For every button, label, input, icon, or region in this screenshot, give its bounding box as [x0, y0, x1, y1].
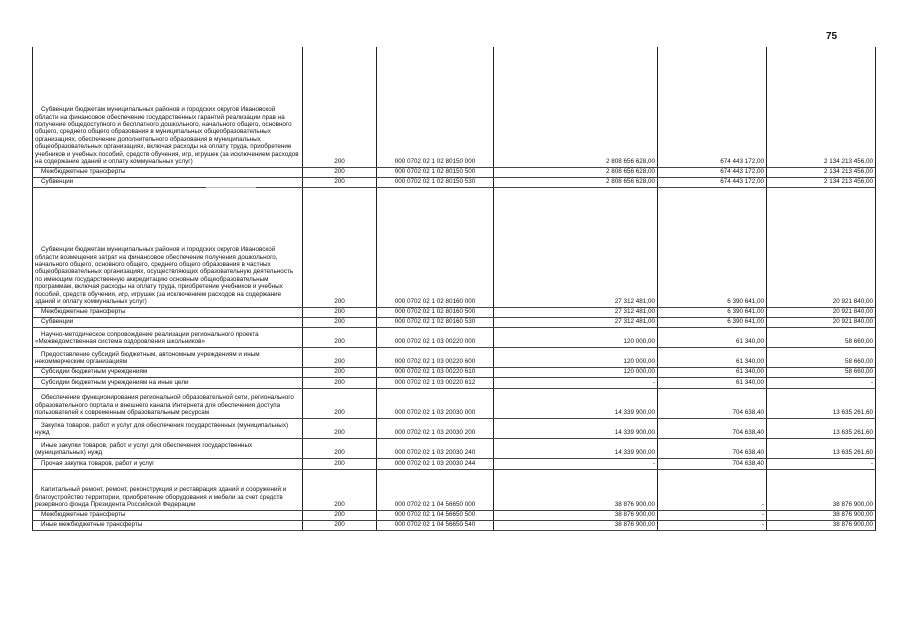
row-remaining-amount: -: [767, 377, 876, 388]
row-remaining-amount: 38 876 900,00: [767, 520, 876, 530]
row-name: Субвенции: [33, 317, 303, 327]
table-row: [33, 317, 876, 327]
row-line-code: 200: [303, 317, 377, 327]
row-remaining-amount: 20 921 840,00: [767, 317, 876, 327]
row-executed-amount: 61 340,00: [658, 377, 767, 388]
row-budget-code: 000 0702 02 1 04 56650 000: [377, 469, 494, 510]
row-approved-amount: 14 339 900,00: [494, 438, 658, 458]
row-budget-code: 000 0702 02 1 04 56650 500: [377, 510, 494, 520]
row-line-code: 200: [303, 418, 377, 438]
row-line-code: 200: [303, 510, 377, 520]
row-executed-amount: 61 340,00: [658, 367, 767, 377]
row-line-code: 200: [303, 167, 377, 177]
row-line-code: 200: [303, 187, 377, 307]
row-name: Капитальный ремонт, ремонт, реконструкция и реставрация зданий и сооружений и благоустройство территории, приобретение оборудования и мебели за счет средств резервного фонда Президента Российской Федерации: [33, 469, 303, 510]
row-name: Иные закупки товаров, работ и услуг для обеспечения государственных (муниципальных) нужд: [33, 438, 303, 458]
row-executed-amount: 6 390 641,00: [658, 317, 767, 327]
row-name: Закупка товаров, работ и услуг для обеспечения государственных (муниципальных) нужд: [33, 418, 303, 438]
row-executed-amount: 6 390 641,00: [658, 307, 767, 317]
table-row: [33, 418, 876, 438]
table-row: [33, 377, 876, 388]
row-line-code: 200: [303, 177, 377, 187]
table-row: [33, 458, 876, 469]
row-approved-amount: -: [494, 377, 658, 388]
row-budget-code: 000 0702 02 1 03 00220 600: [377, 347, 494, 367]
row-budget-code: 000 0702 02 1 03 20030 244: [377, 458, 494, 469]
row-remaining-amount: 38 876 900,00: [767, 510, 876, 520]
row-line-code: 200: [303, 469, 377, 510]
row-line-code: 200: [303, 520, 377, 530]
row-name: Межбюджетные трансферты: [33, 167, 303, 177]
row-approved-amount: 38 876 900,00: [494, 469, 658, 510]
row-name: Прочая закупка товаров, работ и услуг: [33, 458, 303, 469]
row-remaining-amount: 13 635 261,60: [767, 418, 876, 438]
row-approved-amount: 14 339 900,00: [494, 388, 658, 418]
row-approved-amount: 27 312 481,00: [494, 307, 658, 317]
row-line-code: 200: [303, 327, 377, 347]
row-approved-amount: 2 808 656 628,00: [494, 47, 658, 167]
row-budget-code: 000 0702 02 1 04 56650 540: [377, 520, 494, 530]
table-row: [33, 307, 876, 317]
row-line-code: 200: [303, 377, 377, 388]
row-executed-amount: -: [658, 510, 767, 520]
row-executed-amount: 6 390 641,00: [658, 187, 767, 307]
row-approved-amount: 27 312 481,00: [494, 187, 658, 307]
row-approved-amount: 120 000,00: [494, 367, 658, 377]
row-remaining-amount: 20 921 840,00: [767, 187, 876, 307]
row-name: Обеспечение функционирования региональной образовательной сети, регионального образовательного портала и внешнего канала Интернета для обеспечения доступа пользователей к современным образовательным ресурсам: [33, 388, 303, 418]
row-remaining-amount: 38 876 900,00: [767, 469, 876, 510]
row-budget-code: 000 0702 02 1 03 00220 610: [377, 367, 494, 377]
row-line-code: 200: [303, 388, 377, 418]
page-number: 75: [826, 31, 838, 42]
table-row: [33, 347, 876, 367]
table-row: [33, 177, 876, 187]
row-budget-code: 000 0702 02 1 02 80160 500: [377, 307, 494, 317]
row-budget-code: 000 0702 02 1 03 00220 612: [377, 377, 494, 388]
row-line-code: 200: [303, 347, 377, 367]
row-approved-amount: 2 808 656 628,00: [494, 167, 658, 177]
row-line-code: 200: [303, 367, 377, 377]
row-remaining-amount: 58 660,00: [767, 327, 876, 347]
row-executed-amount: 674 443 172,00: [658, 47, 767, 167]
table-row: [33, 520, 876, 530]
row-remaining-amount: -: [767, 458, 876, 469]
row-line-code: 200: [303, 458, 377, 469]
row-remaining-amount: 2 134 213 456,00: [767, 167, 876, 177]
table-row: [33, 47, 876, 167]
row-name: Научно-методическое сопровождение реализации регионального проекта «Межведомственная система оздоровления школьников»: [33, 327, 303, 347]
row-budget-code: 000 0702 02 1 02 80150 530: [377, 177, 494, 187]
row-executed-amount: 674 443 172,00: [658, 167, 767, 177]
row-executed-amount: -: [658, 520, 767, 530]
row-remaining-amount: 58 660,00: [767, 347, 876, 367]
row-name: Иные межбюджетные трансферты: [33, 520, 303, 530]
row-approved-amount: -: [494, 458, 658, 469]
row-approved-amount: 2 808 656 628,00: [494, 177, 658, 187]
row-executed-amount: 704 638,40: [658, 388, 767, 418]
row-name: Субсидии бюджетным учреждениям на иные цели: [33, 377, 303, 388]
row-executed-amount: -: [658, 469, 767, 510]
budget-execution-table: [32, 47, 876, 531]
row-budget-code: 000 0702 02 1 02 80150 500: [377, 167, 494, 177]
table-row: [33, 388, 876, 418]
row-executed-amount: 674 443 172,00: [658, 177, 767, 187]
table-row: [33, 187, 876, 307]
scan-artifact-line: [206, 187, 256, 188]
row-remaining-amount: 2 134 213 456,00: [767, 177, 876, 187]
row-remaining-amount: 13 635 261,60: [767, 438, 876, 458]
row-approved-amount: 120 000,00: [494, 347, 658, 367]
row-executed-amount: 61 340,00: [658, 327, 767, 347]
row-name: Межбюджетные трансферты: [33, 307, 303, 317]
row-budget-code: 000 0702 02 1 03 20030 240: [377, 438, 494, 458]
row-remaining-amount: 2 134 213 456,00: [767, 47, 876, 167]
table-row: [33, 438, 876, 458]
row-remaining-amount: 58 660,00: [767, 367, 876, 377]
row-budget-code: 000 0702 02 1 02 80160 530: [377, 317, 494, 327]
row-name: Межбюджетные трансферты: [33, 510, 303, 520]
row-executed-amount: 61 340,00: [658, 347, 767, 367]
row-name: Субсидии бюджетным учреждениям: [33, 367, 303, 377]
row-name: Субвенции бюджетам муниципальных районов и городских округов Ивановской области на финансовое обеспечение государственных гарантий реализации прав на получение общедоступного и бесплатного дошкольного, начального общего, основного общего, среднего общего образования в муниципальных общеобразовательных организациях, обеспечение дополнительного образования в муниципальных общеобразовательных организациях, включая расходы на оплату труда, приобретение учебников и учебных пособий, средств обучения, игр, игрушек (за исключением расходов на содержание зданий и оплату коммунальных услуг): [33, 47, 303, 167]
table-row: [33, 367, 876, 377]
row-remaining-amount: 20 921 840,00: [767, 307, 876, 317]
row-line-code: 200: [303, 307, 377, 317]
row-approved-amount: 120 000,00: [494, 327, 658, 347]
row-executed-amount: 704 638,40: [658, 438, 767, 458]
row-budget-code: 000 0702 02 1 03 20030 200: [377, 418, 494, 438]
table-row: [33, 167, 876, 177]
row-budget-code: 000 0702 02 1 02 80150 000: [377, 47, 494, 167]
row-budget-code: 000 0702 02 1 03 00220 000: [377, 327, 494, 347]
row-approved-amount: 14 339 900,00: [494, 418, 658, 438]
row-approved-amount: 27 312 481,00: [494, 317, 658, 327]
row-approved-amount: 38 876 900,00: [494, 520, 658, 530]
row-remaining-amount: 13 635 261,60: [767, 388, 876, 418]
row-name: Субвенции бюджетам муниципальных районов и городских округов Ивановской области возмещения затрат на финансовое обеспечение получения дошкольного, начального общего, основного общего, среднего общего образования в частных общеобразовательных организациях, осуществляющих образовательную деятельность по имеющим государственную аккредитацию основным общеобразовательным программам, включая расходы на оплату труда, приобретение учебников и учебных пособий, средств обучения, игр, игрушек (за исключением расходов на содержание зданий и оплату коммунальных услуг): [33, 187, 303, 307]
row-budget-code: 000 0702 02 1 02 80160 000: [377, 187, 494, 307]
table-row: [33, 327, 876, 347]
table-row: [33, 469, 876, 510]
row-name: Предоставление субсидий бюджетным, автономным учреждениям и иным некоммерческим организациям: [33, 347, 303, 367]
row-line-code: 200: [303, 47, 377, 167]
table-row: [33, 510, 876, 520]
row-executed-amount: 704 638,40: [658, 458, 767, 469]
row-line-code: 200: [303, 438, 377, 458]
row-name: Субвенции: [33, 177, 303, 187]
row-executed-amount: 704 638,40: [658, 418, 767, 438]
row-budget-code: 000 0702 02 1 03 20030 000: [377, 388, 494, 418]
row-approved-amount: 38 876 900,00: [494, 510, 658, 520]
